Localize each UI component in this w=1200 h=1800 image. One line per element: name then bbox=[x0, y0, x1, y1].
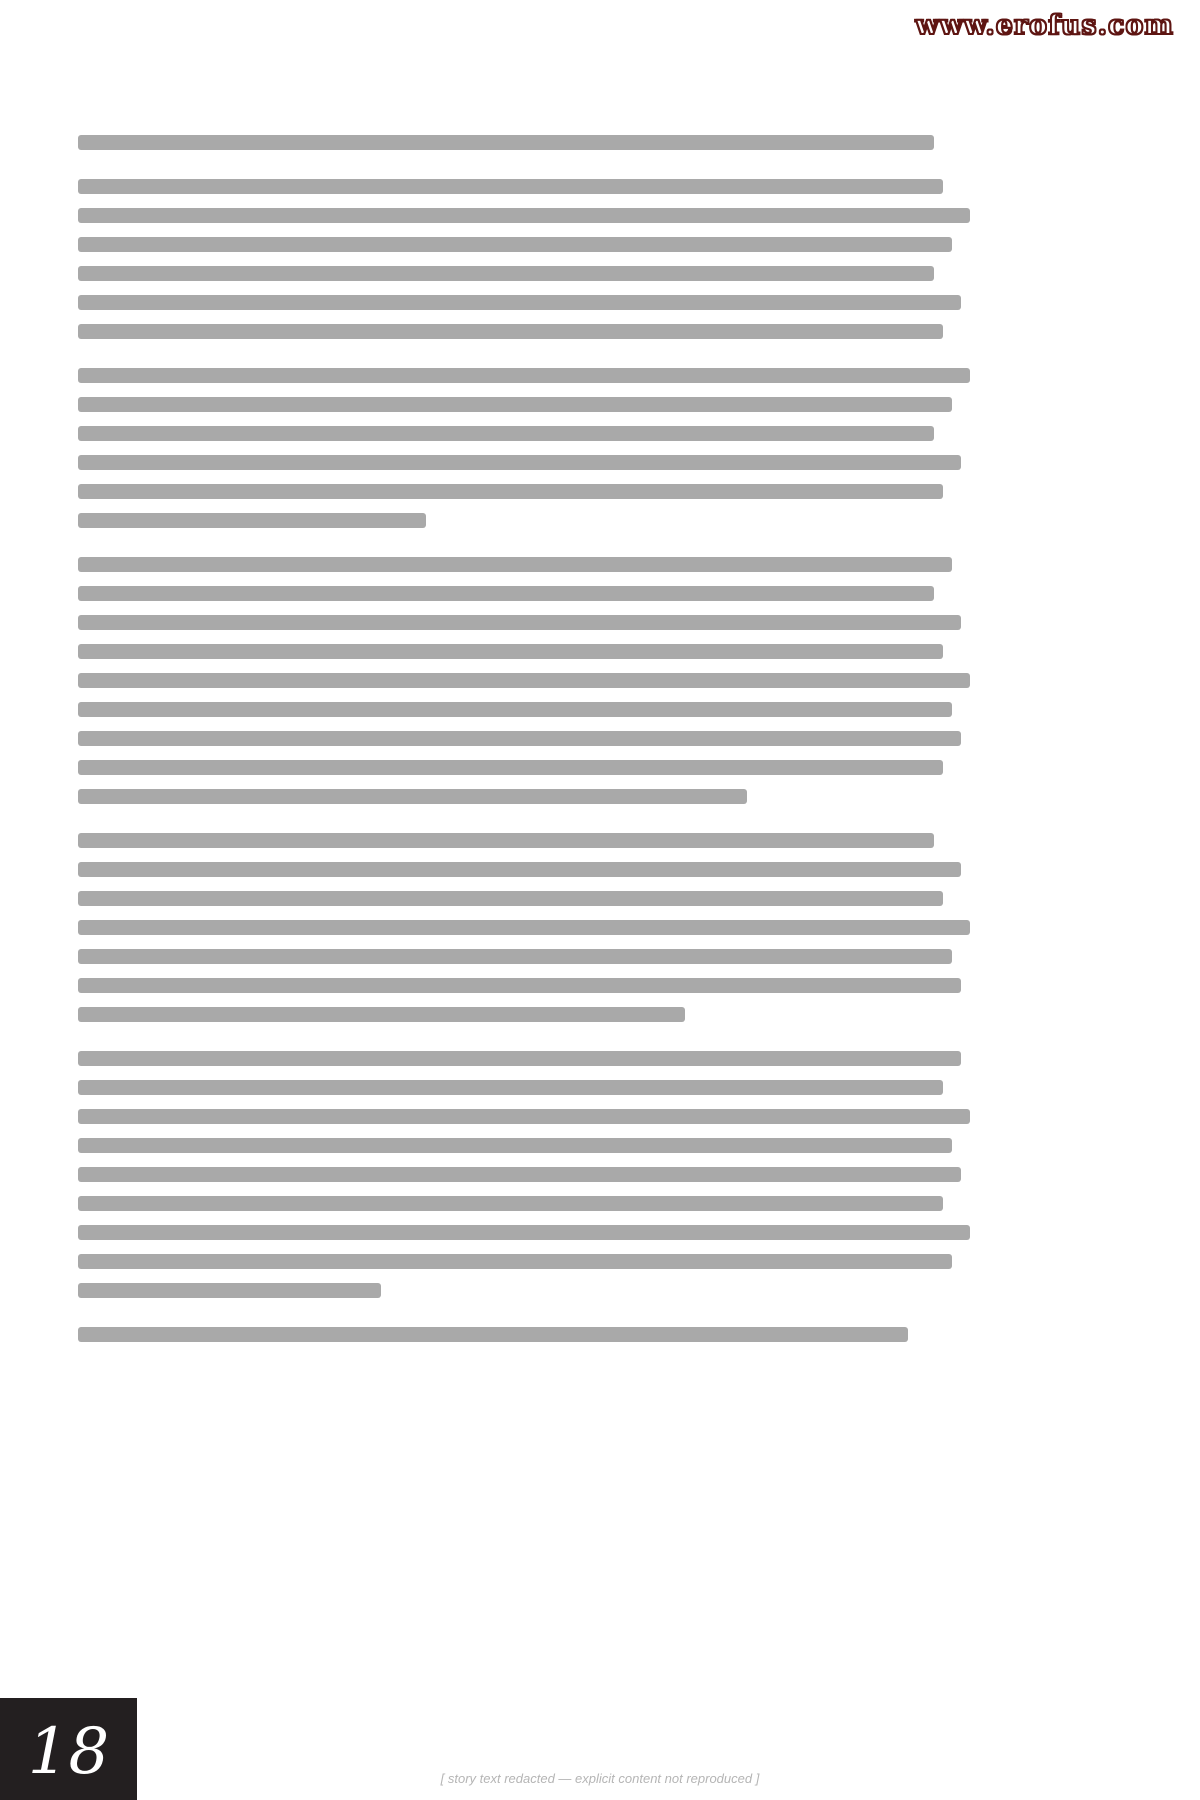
redacted-text-line bbox=[78, 1254, 952, 1269]
redacted-text-line bbox=[78, 644, 943, 659]
redacted-text-line bbox=[78, 731, 961, 746]
redacted-text-line bbox=[78, 1283, 381, 1298]
redacted-text-line bbox=[78, 368, 970, 383]
redacted-text-line bbox=[78, 1327, 908, 1342]
redacted-text-line bbox=[78, 1051, 961, 1066]
redacted-text-line bbox=[78, 295, 961, 310]
paragraph bbox=[78, 179, 970, 339]
redacted-text-line bbox=[78, 1007, 685, 1022]
redacted-text-line bbox=[78, 615, 961, 630]
redacted-text-line bbox=[78, 1138, 952, 1153]
redacted-text-line bbox=[78, 513, 426, 528]
redacted-text-line bbox=[78, 557, 952, 572]
paragraph bbox=[78, 1327, 970, 1342]
redacted-text-line bbox=[78, 586, 934, 601]
redacted-text-line bbox=[78, 135, 934, 150]
page-number: 18 bbox=[27, 1715, 110, 1789]
redacted-text-line bbox=[78, 789, 747, 804]
redacted-text-line bbox=[78, 1109, 970, 1124]
redacted-text-line bbox=[78, 397, 952, 412]
site-watermark: www.erofus.com bbox=[915, 10, 1174, 41]
redacted-text-line bbox=[78, 862, 961, 877]
redacted-text-line bbox=[78, 484, 943, 499]
redacted-text-line bbox=[78, 833, 934, 848]
redacted-text-line bbox=[78, 949, 952, 964]
redacted-text-line bbox=[78, 891, 943, 906]
paragraph bbox=[78, 833, 970, 1022]
redacted-text-line bbox=[78, 978, 961, 993]
page-number-plate bbox=[0, 1698, 137, 1800]
redacted-text-line bbox=[78, 455, 961, 470]
redacted-text-line bbox=[78, 1167, 961, 1182]
paragraph bbox=[78, 557, 970, 804]
redacted-text-line bbox=[78, 760, 943, 775]
redacted-text-line bbox=[78, 702, 952, 717]
redacted-text-line bbox=[78, 920, 970, 935]
redacted-text-line bbox=[78, 208, 970, 223]
paragraph bbox=[78, 1051, 970, 1298]
redacted-text-line bbox=[78, 324, 943, 339]
redacted-text-line bbox=[78, 266, 934, 281]
redacted-text-line bbox=[78, 1196, 943, 1211]
redacted-text-line bbox=[78, 1080, 943, 1095]
paragraph bbox=[78, 368, 970, 528]
story-text-body bbox=[78, 128, 970, 1371]
redacted-text-line bbox=[78, 179, 943, 194]
paragraph bbox=[78, 135, 970, 150]
redaction-note: [ story text redacted — explicit content not reproduced ] bbox=[440, 1771, 760, 1786]
redacted-text-line bbox=[78, 426, 934, 441]
redacted-text-line bbox=[78, 237, 952, 252]
redacted-text-line bbox=[78, 1225, 970, 1240]
redacted-text-line bbox=[78, 673, 970, 688]
